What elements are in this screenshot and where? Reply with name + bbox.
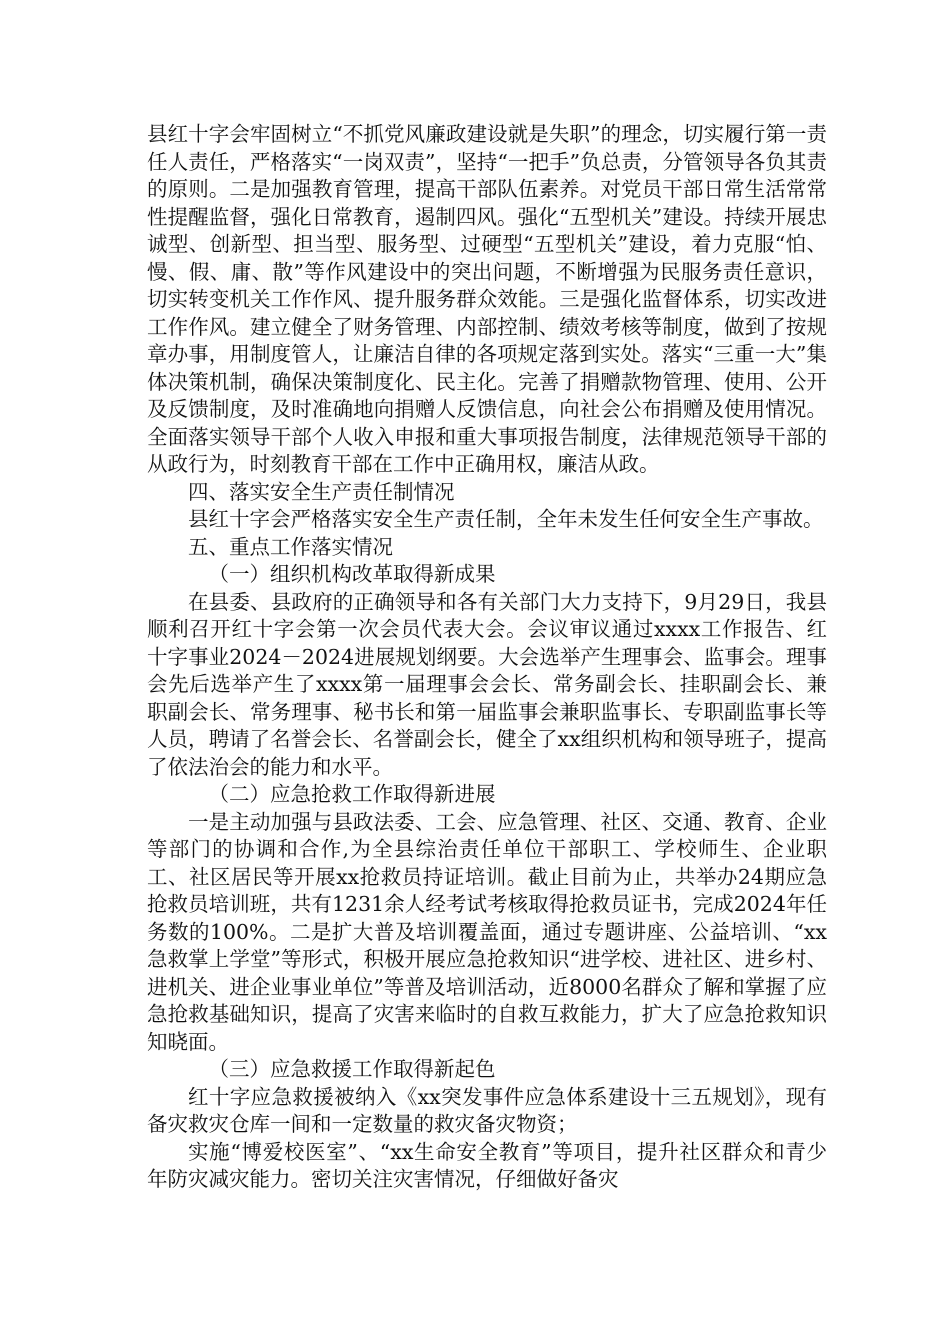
body-paragraph: 县红十字会牢固树立“不抓党风廉政建设就是失职”的理念，切实履行第一责任人责任，严格落实“一岗双责”，坚持“一把手”负总责，分管领导各负其责的原则。二是加强教育管理，提高干部队伍素养。对党员干部日常生活常常性提醒监督，强化日常教育，遏制四风。强化“五型机关”建设。持续开展忠诚型、创新型、担当型、服务型、过硬型“五型机关”建设，着力克服“怕、慢、假、庸、散”等作风建设中的突出问题，不断增强为民服务责任意识，切实转变机关工作作风、提升服务群众效能。三是强化监督体系，切实改进工作作风。建立健全了财务管理、内部控制、绩效考核等制度，做到了按规章办事，用制度管人，让廉洁自律的各项规定落到实处。落实“三重一大”集体决策机制，确保决策制度化、民主化。完善了捐赠款物管理、使用、公开及反馈制度，及时准确地向捐赠人反馈信息，向社会公布捐赠及使用情况。全面落实领导干部个人收入申报和重大事项报告制度，法律规范领导干部的从政行为，时刻教育干部在工作中正确用权，廉洁从政。 [147, 122, 827, 476]
body-paragraph: 实施“博爱校医室”、“xx生命安全教育”等项目，提升社区群众和青少年防灾减灾能力。密切关注灾害情况，仔细做好备灾 [147, 1139, 827, 1191]
subsection-heading: （一）组织机构改革取得新成果 [208, 562, 496, 586]
body-paragraph: 县红十字会严格落实安全生产责任制，全年未发生任何安全生产事故。 [188, 507, 824, 531]
body-paragraph: 在县委、县政府的正确领导和各有关部门大力支持下，9月29日，我县顺利召开红十字会第一次会员代表大会。会议审议通过xxxx工作报告、红十字事业2024－2024进展规划纲要。大会选举产生理事会、监事会。理事会先后选举产生了xxxx第一届理事会会长、常务副会长、挂职副会长、兼职副会长、常务理事、秘书长和第一届监事会兼职监事长、专职副监事长等人员，聘请了名誉会长、名誉副会长，健全了xx组织机构和领导班子，提高了依法治会的能力和水平。 [147, 589, 827, 779]
subsection-heading: （二）应急抢救工作取得新进展 [208, 782, 496, 806]
body-paragraph: 一是主动加强与县政法委、工会、应急管理、社区、交通、教育、企业等部门的协调和合作,为全县综治责任单位干部职工、学校师生、企业职工、社区居民等开展xx抢救员持证培训。截止目前为止，共举办24期应急抢救员培训班，共有1231余人经考试考核取得抢救员证书，完成2024年任务数的100%。二是扩大普及培训覆盖面，通过专题讲座、公益培训、“xx急救掌上学堂”等形式，积极开展应急抢救知识“进学校、进社区、进乡村、进机关、进企业事业单位”等普及培训活动，近8000名群众了解和掌握了应急抢救基础知识，提高了灾害来临时的自救互救能力，扩大了应急抢救知识知晓面。 [147, 809, 827, 1054]
document-page [147, 121, 827, 1194]
body-paragraph: 红十字应急救援被纳入《xx突发事件应急体系建设十三五规划》，现有备灾救灾仓库一间和一定数量的救灾备灾物资； [147, 1084, 827, 1136]
section-heading: 五、重点工作落实情况 [188, 534, 393, 559]
subsection-heading: （三）应急救援工作取得新起色 [208, 1057, 496, 1081]
section-heading: 四、落实安全生产责任制情况 [188, 479, 455, 504]
